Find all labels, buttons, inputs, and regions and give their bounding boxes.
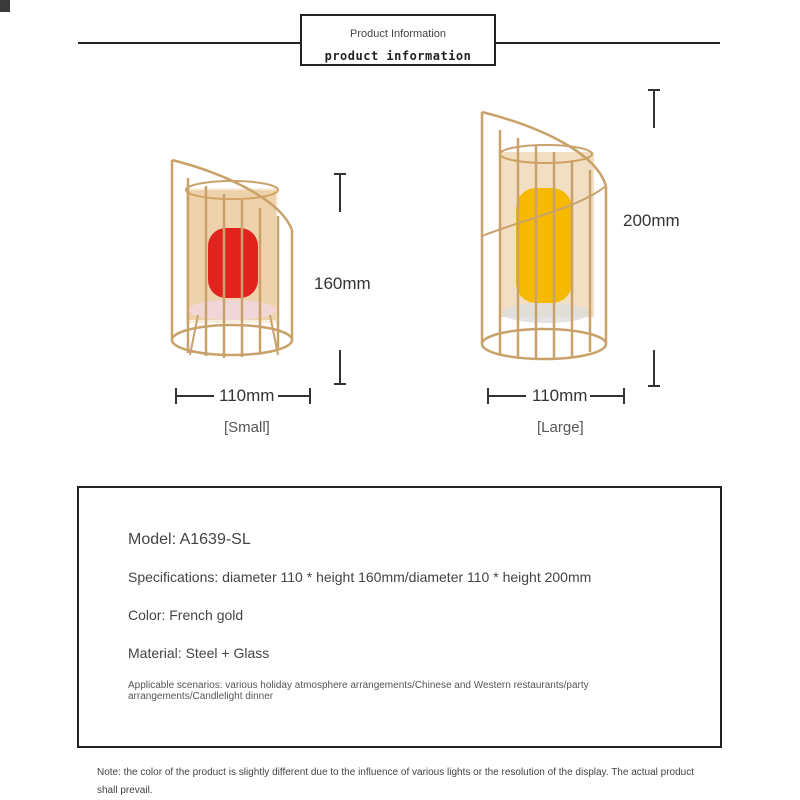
spec-scenarios: Applicable scenarios: various holiday atmosphere arrangements/Chinese and Western restaurants/party arrangements/Candlelight dinner — [128, 680, 589, 702]
small-candle-holder-image — [160, 150, 310, 370]
small-candle — [208, 228, 258, 298]
large-candle-holder-image — [478, 108, 618, 370]
large-size-name: [Large] — [537, 419, 584, 436]
header-title: Product Information — [350, 28, 446, 40]
footnote: Note: the color of the product is slightly different due to the influence of various lights or the resolution of the display. The actual product shall prevail. — [97, 767, 695, 796]
header-rule-left — [78, 42, 300, 44]
small-width-label: 110mm — [219, 386, 275, 405]
header-title-box — [300, 14, 496, 66]
corner-mark — [0, 0, 10, 12]
small-size-name: [Small] — [224, 419, 270, 436]
large-height-label: 200mm — [623, 211, 680, 230]
large-height-marker — [644, 88, 664, 388]
header-subtitle: product information — [324, 49, 472, 63]
spec-material: Material: Steel + Glass — [128, 645, 270, 661]
spec-specifications: Specifications: diameter 110 * height 160mm/diameter 110 * height 200mm — [128, 569, 592, 585]
spec-model: Model: A1639-SL — [128, 531, 251, 548]
small-height-label: 160mm — [314, 274, 371, 293]
large-candle — [516, 188, 572, 303]
large-width-label: 110mm — [532, 386, 588, 405]
spec-color: Color: French gold — [128, 607, 244, 623]
header-rule-right — [496, 42, 720, 44]
